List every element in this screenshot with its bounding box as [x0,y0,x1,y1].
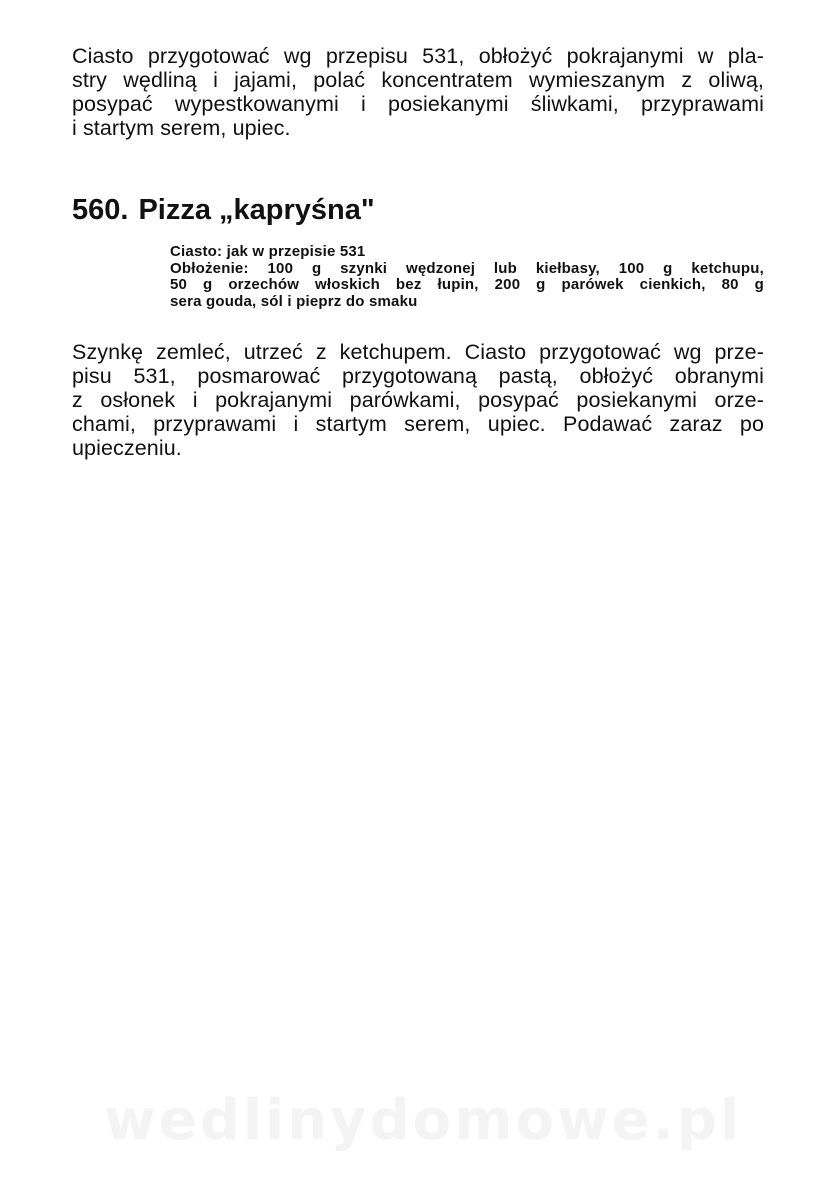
text-line: Ciasto przygotować wg przepisu 531, obłożyć pokrajanymi w pla- [72,44,764,68]
ingredients-line: 50 g orzechów włoskich bez łupin, 200 g parówek cienkich, 80 g [170,276,764,293]
recipe-number: 560. [72,194,129,226]
text-line: stry wędliną i jajami, polać koncentratem wymieszanym z oliwą, [72,68,764,92]
recipe-heading [72,192,375,228]
text-line: posypać wypestkowanymi i posiekanymi śliwkami, przyprawami [72,92,764,116]
text-line: chami, przyprawami i startym serem, upiec. Podawać zaraz po [72,412,764,436]
method-paragraph [72,340,764,460]
watermark: wedlinydomowe.pl [104,1088,743,1153]
text-line: pisu 531, posmarować przygotowaną pastą, obłożyć obranymi [72,364,764,388]
ingredients-line: Obłożenie: 100 g szynki wędzonej lub kiełbasy, 100 g ketchupu, [170,259,764,277]
text-line: upieczeniu. [72,436,182,460]
text-line: z osłonek i pokrajanymi parówkami, posypać posiekanymi orze- [72,388,764,412]
ingredients-line: Ciasto: jak w przepisie 531 [170,243,366,260]
recipe-title: Pizza „kapryśna" [138,194,375,226]
ingredients-line: sera gouda, sól i pieprz do smaku [170,292,418,310]
text-line: Szynkę zemleć, utrzeć z ketchupem. Ciasto przygotować wg prze- [72,340,764,364]
text-line: i startym serem, upiec. [72,116,291,140]
intro-paragraph [72,44,764,140]
ingredients-block [170,244,764,310]
